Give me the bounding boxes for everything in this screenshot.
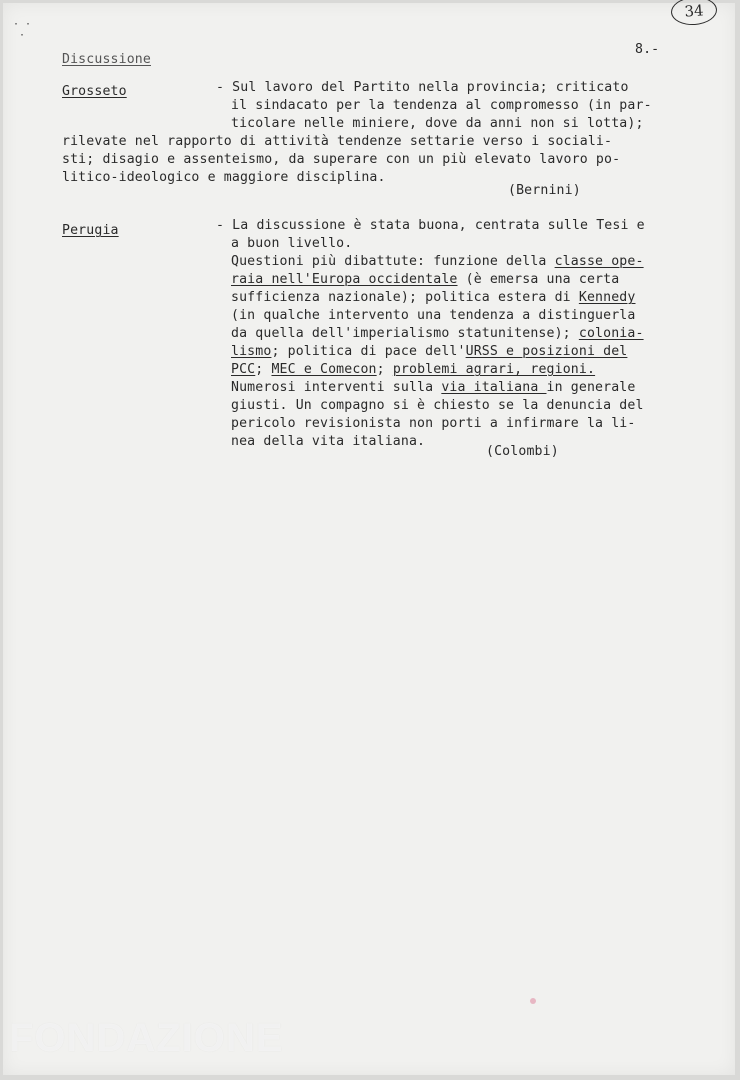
entry-line: - La discussione è stata buona, centrata sulle Tesi e	[216, 218, 645, 233]
archive-stamp: 34	[670, 0, 718, 27]
entry-line	[231, 379, 636, 397]
entry-line: nea della vita italiana.	[231, 434, 426, 449]
entry-line	[231, 325, 644, 343]
underlined-phrase: Kennedy	[578, 290, 636, 305]
text-run: Questioni più dibattute: funzione della	[231, 254, 555, 269]
signature-bernini: (Bernini)	[508, 183, 581, 198]
text-run: ; politica di pace dell'	[271, 344, 466, 359]
text-run: ;	[255, 362, 272, 377]
entry-line	[231, 271, 619, 289]
entry-line: pericolo revisionista non porti a infirmare la li-	[231, 416, 636, 431]
entry-line	[231, 289, 636, 307]
entry-line: il sindacato per la tendenza al compromesso (in par-	[231, 98, 652, 113]
entry-line	[231, 361, 595, 379]
document-page	[3, 3, 735, 1075]
section-title: Discussione	[62, 52, 151, 67]
entry-line	[231, 343, 627, 361]
underlined-phrase: colonia-	[578, 326, 644, 341]
entry-place-grosseto: Grosseto	[62, 84, 127, 99]
entry-line: litico-ideologico e maggiore disciplina.	[62, 170, 386, 185]
page-number: 8.-	[635, 42, 660, 57]
archive-watermark: FONDAZIONE	[9, 1016, 284, 1060]
entry-line: ticolare nelle miniere, dove da anni non si lotta);	[231, 116, 644, 131]
text-run: da quella dell'imperialismo statunitense);	[231, 326, 579, 341]
ink-speck	[530, 998, 536, 1004]
entry-line: (in qualche intervento una tendenza a distinguerla	[231, 308, 636, 323]
text-run: Numerosi interventi sulla	[231, 380, 442, 395]
text-run: (è emersa una certa	[457, 272, 620, 287]
text-run: sufficienza nazionale); politica estera di	[231, 290, 579, 305]
text-run: in generale	[546, 380, 636, 395]
entry-line: rilevate nel rapporto di attività tendenze settarie verso i sociali-	[62, 134, 613, 149]
text-run: ;	[376, 362, 393, 377]
entry-line: sti; disagio e assenteismo, da superare con un più elevato lavoro po-	[62, 152, 621, 167]
entry-line: a buon livello.	[231, 236, 353, 251]
corner-marks: · · ·	[13, 19, 32, 41]
underlined-phrase: URSS e posizioni del	[465, 344, 628, 359]
underlined-phrase: PCC	[231, 362, 256, 377]
underlined-phrase: problemi agrari, regioni.	[392, 362, 596, 377]
signature-colombi: (Colombi)	[486, 444, 559, 459]
entry-line: giusti. Un compagno si è chiesto se la denuncia del	[231, 398, 644, 413]
entry-line	[231, 253, 644, 271]
entry-line: - Sul lavoro del Partito nella provincia; criticato	[216, 80, 629, 95]
underlined-phrase: lismo	[231, 344, 272, 359]
underlined-phrase: raia nell'Europa occidentale	[231, 272, 458, 287]
underlined-phrase: classe ope-	[554, 254, 644, 269]
underlined-phrase: via italiana	[441, 380, 547, 395]
entry-place-perugia: Perugia	[62, 223, 119, 238]
underlined-phrase: MEC e Comecon	[271, 362, 377, 377]
